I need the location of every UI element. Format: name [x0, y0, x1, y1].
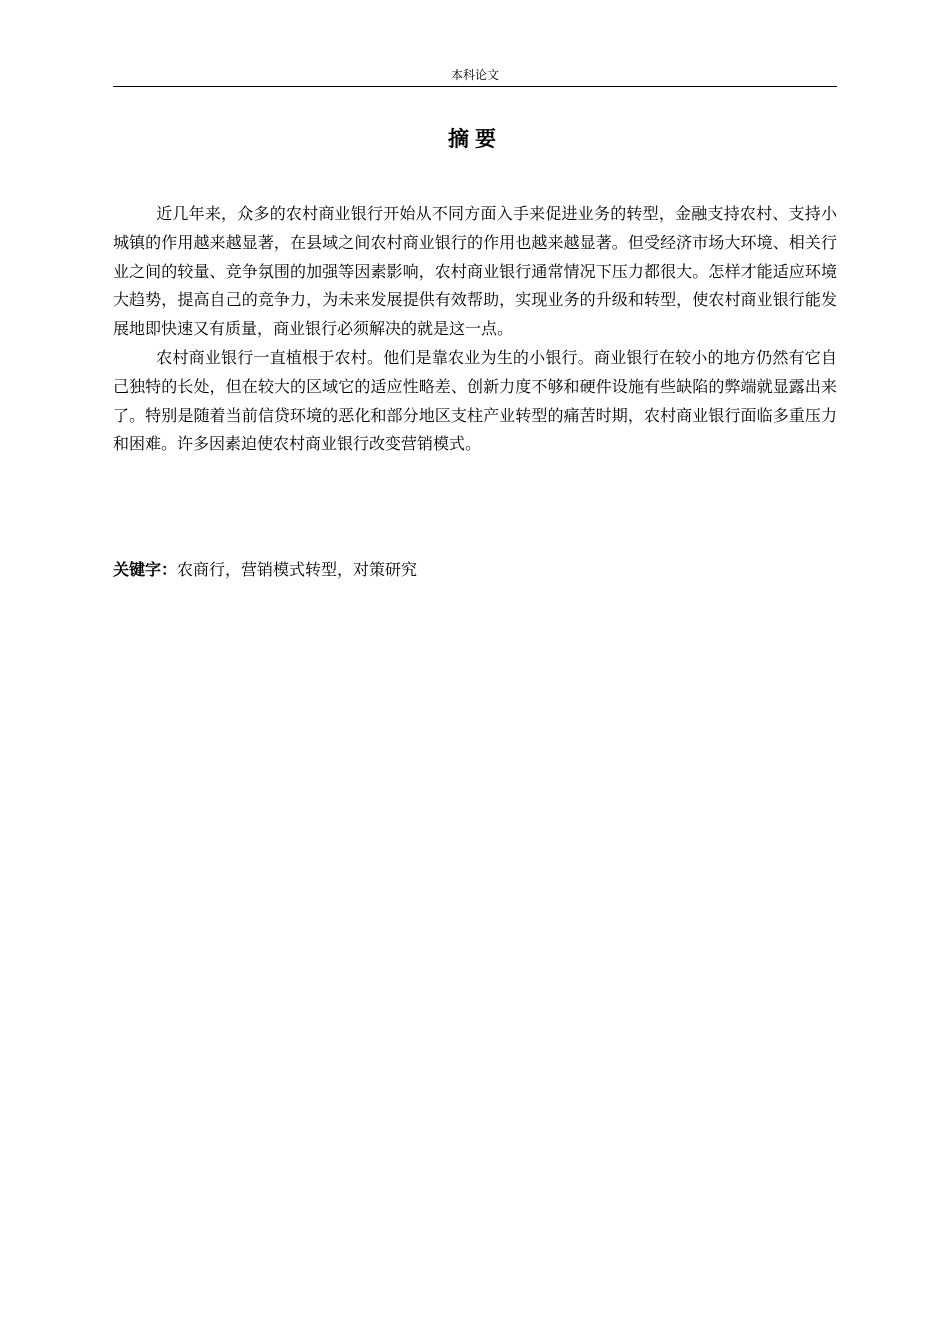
abstract-paragraph-2: 农村商业银行一直植根于农村。他们是靠农业为生的小银行。商业银行在较小的地方仍然有它自己独特的长处，但在较大的区域它的适应性略差、创新力度不够和硬件设施有些缺陷的弊端就显露出来了。特别是随着当前信贷环境的恶化和部分地区支柱产业转型的痛苦时期，农村商业银行面临多重压力和困难。许多因素迫使农村商业银行改变营销模式。	[113, 347, 837, 454]
keywords-line	[113, 556, 837, 584]
keywords-value: 农商行，营销模式转型，对策研究	[177, 560, 418, 579]
header-rule	[113, 86, 837, 87]
abstract-body	[113, 200, 837, 459]
running-header: 本科论文	[450, 68, 499, 82]
abstract-title: 摘要	[448, 127, 502, 151]
keywords-label: 关键字：	[113, 560, 178, 579]
abstract-paragraph-1: 近几年来，众多的农村商业银行开始从不同方面入手来促进业务的转型，金融支持农村、支持小城镇的作用越来越显著，在县域之间农村商业银行的作用也越来越显著。但受经济市场大环境、相关行业之间的较量、竞争氛围的加强等因素影响，农村商业银行通常情况下压力都很大。怎样才能适应环境大趋势，提高自己的竞争力，为未来发展提供有效帮助，实现业务的升级和转型，使农村商业银行能发展地即快速又有质量，商业银行必须解决的就是这一点。	[113, 204, 837, 339]
